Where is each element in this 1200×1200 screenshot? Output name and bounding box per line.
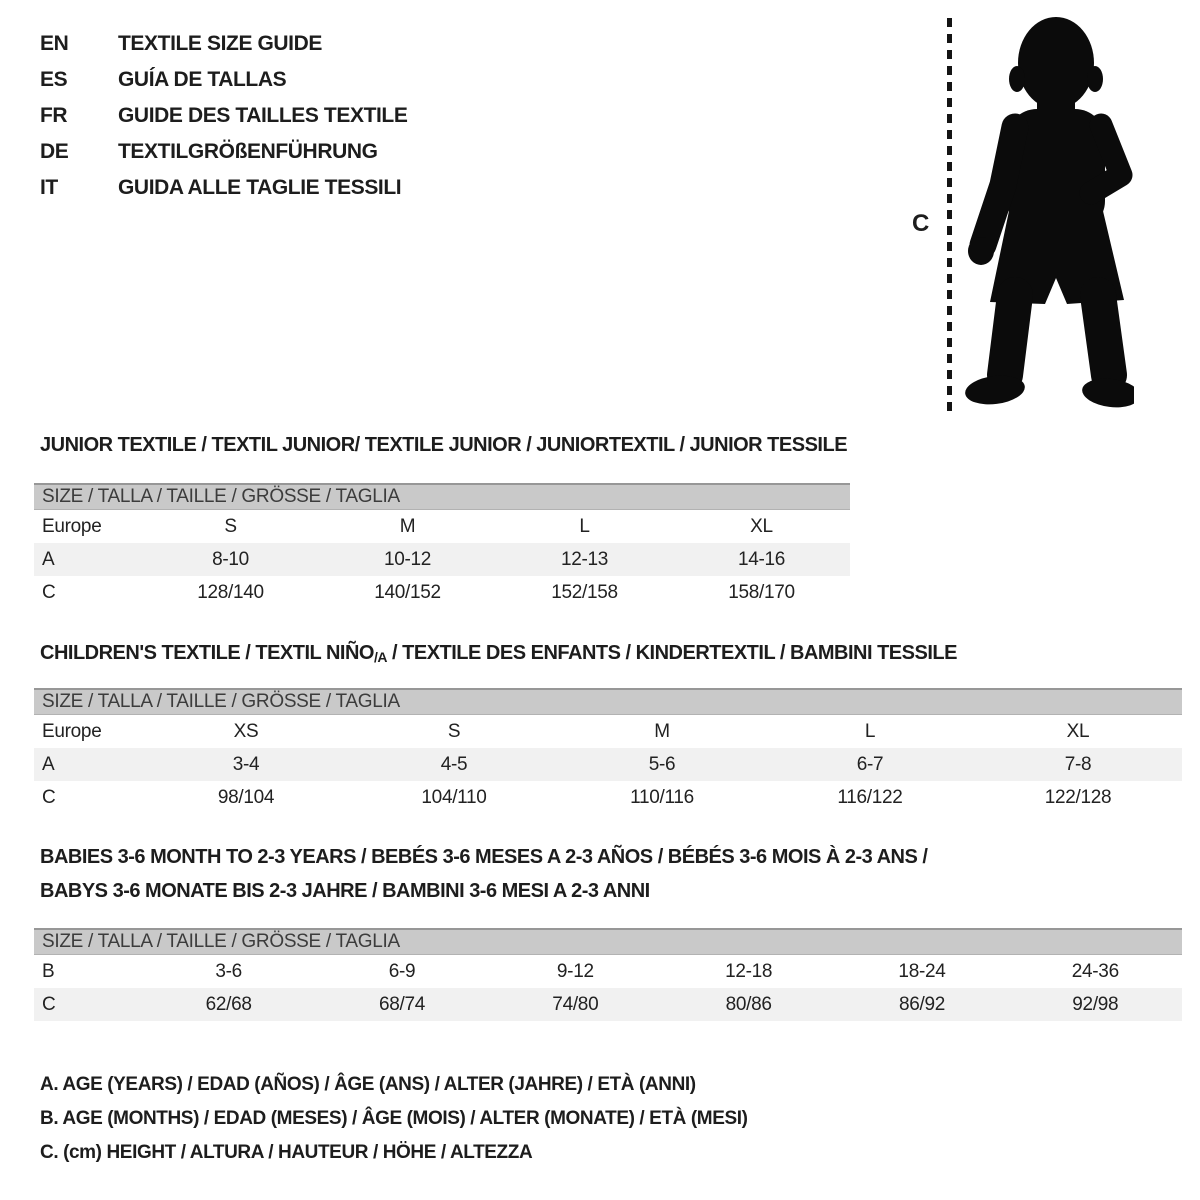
measurement-legend bbox=[40, 1068, 748, 1170]
height-cell: 80/86 bbox=[725, 993, 772, 1015]
age-cell: 10-12 bbox=[383, 548, 432, 570]
children-title-post: / TEXTILE DES ENFANTS / KINDERTEXTIL / BAMBINI TESSILE bbox=[386, 642, 957, 664]
size-cell: S bbox=[447, 720, 461, 742]
age-cell: 5-6 bbox=[648, 753, 676, 775]
height-cell: 110/116 bbox=[630, 786, 694, 808]
language-code: DE bbox=[40, 140, 69, 163]
language-code: EN bbox=[40, 32, 69, 55]
age-cell: 3-4 bbox=[232, 753, 260, 775]
height-cell: 74/80 bbox=[552, 993, 599, 1015]
age-cell: 4-5 bbox=[440, 753, 468, 775]
size-header-text: SIZE / TALLA / TAILLE / GRÖSSE / TAGLIA bbox=[42, 486, 400, 507]
height-dashed-line bbox=[947, 18, 952, 416]
children-title-pre: CHILDREN'S TEXTILE / TEXTIL NIÑO bbox=[40, 642, 374, 664]
language-row-es bbox=[40, 62, 407, 98]
silhouette-head bbox=[1018, 17, 1094, 109]
junior-size-table bbox=[34, 483, 850, 609]
row-label: A bbox=[42, 548, 55, 570]
babies-section-title-line2: BABYS 3-6 MONATE BIS 2-3 JAHRE / BAMBINI 3-6 MESI A 2-3 ANNI bbox=[40, 880, 650, 902]
table-row-months bbox=[34, 955, 1182, 988]
height-cell: 62/68 bbox=[205, 993, 252, 1015]
height-cell: 116/122 bbox=[837, 786, 903, 808]
language-code: FR bbox=[40, 104, 68, 127]
size-header-bar bbox=[34, 928, 1182, 955]
language-title: GUÍA DE TALLAS bbox=[118, 68, 287, 91]
height-cell: 122/128 bbox=[1044, 786, 1112, 808]
age-cell: 12-13 bbox=[560, 548, 609, 570]
size-cell: L bbox=[864, 720, 876, 742]
months-cell: 6-9 bbox=[388, 960, 416, 982]
table-row-age bbox=[34, 748, 1182, 781]
table-row-europe bbox=[34, 715, 1182, 748]
language-code: ES bbox=[40, 68, 68, 91]
height-cell: 104/110 bbox=[421, 786, 487, 808]
size-cell: S bbox=[224, 515, 237, 537]
months-cell: 18-24 bbox=[898, 960, 946, 982]
row-label: B bbox=[42, 960, 55, 982]
babies-table-rows bbox=[34, 955, 1182, 1021]
row-label: C bbox=[42, 993, 56, 1015]
table-row-age bbox=[34, 543, 850, 576]
height-measure-label: C bbox=[912, 210, 930, 237]
language-row-en bbox=[40, 26, 407, 62]
size-header-bar bbox=[34, 483, 850, 510]
months-cell: 12-18 bbox=[725, 960, 773, 982]
size-cell: M bbox=[399, 515, 416, 537]
size-cell: XL bbox=[1066, 720, 1090, 742]
height-cell: 98/104 bbox=[217, 786, 275, 808]
age-cell: 8-10 bbox=[212, 548, 249, 570]
row-label: Europe bbox=[42, 515, 102, 537]
language-row-fr bbox=[40, 98, 407, 134]
table-row-height bbox=[34, 781, 1182, 814]
size-header-bar bbox=[34, 688, 1182, 715]
height-cell: 86/92 bbox=[898, 993, 945, 1015]
size-cell: XL bbox=[750, 515, 773, 537]
language-title: GUIDE DES TAILLES TEXTILE bbox=[118, 104, 408, 127]
table-row-height bbox=[34, 988, 1182, 1021]
age-cell: 7-8 bbox=[1064, 753, 1092, 775]
age-cell: 14-16 bbox=[737, 548, 786, 570]
table-row-height bbox=[34, 576, 850, 609]
months-cell: 3-6 bbox=[215, 960, 242, 982]
age-cell: 6-7 bbox=[856, 753, 884, 775]
language-row-de bbox=[40, 134, 407, 170]
legend-line-c: C. (cm) HEIGHT / ALTURA / HAUTEUR / HÖHE / ALTEZZA bbox=[40, 1142, 533, 1163]
babies-size-table bbox=[34, 928, 1182, 1021]
height-cell: 140/152 bbox=[374, 581, 441, 603]
language-title: TEXTILGRÖßENFÜHRUNG bbox=[118, 140, 378, 163]
junior-table-rows bbox=[34, 510, 850, 609]
size-cell: XS bbox=[233, 720, 259, 742]
size-header-text: SIZE / TALLA / TAILLE / GRÖSSE / TAGLIA bbox=[42, 931, 400, 952]
size-header-text: SIZE / TALLA / TAILLE / GRÖSSE / TAGLIA bbox=[42, 691, 400, 712]
children-section-title bbox=[40, 642, 957, 665]
language-title: TEXTILE SIZE GUIDE bbox=[118, 32, 322, 55]
row-label: Europe bbox=[42, 720, 102, 742]
row-label: A bbox=[42, 753, 55, 775]
months-cell: 24-36 bbox=[1071, 960, 1119, 982]
row-label: C bbox=[42, 786, 56, 808]
language-row-it bbox=[40, 170, 407, 206]
months-cell: 9-12 bbox=[556, 960, 594, 982]
height-cell: 152/158 bbox=[551, 581, 618, 603]
babies-section-title-line1: BABIES 3-6 MONTH TO 2-3 YEARS / BEBÉS 3-6 MESES A 2-3 AÑOS / BÉBÉS 3-6 MOIS À 2-3 ANS / bbox=[40, 846, 928, 868]
height-cell: 158/170 bbox=[728, 581, 795, 603]
children-table-rows bbox=[34, 715, 1182, 814]
children-title-sub: /A bbox=[373, 649, 387, 665]
size-cell: L bbox=[579, 515, 590, 537]
height-cell: 92/98 bbox=[1072, 993, 1119, 1015]
toddler-silhouette-icon bbox=[962, 13, 1134, 417]
children-size-table bbox=[34, 688, 1182, 814]
legend-line-a: A. AGE (YEARS) / EDAD (AÑOS) / ÂGE (ANS) / ALTER (JAHRE) / ETÀ (ANNI) bbox=[40, 1074, 696, 1095]
row-label: C bbox=[42, 581, 56, 603]
junior-section-title: JUNIOR TEXTILE / TEXTIL JUNIOR/ TEXTILE JUNIOR / JUNIORTEXTIL / JUNIOR TESSILE bbox=[40, 434, 848, 456]
height-cell: 128/140 bbox=[197, 581, 264, 603]
table-row-europe bbox=[34, 510, 850, 543]
height-cell: 68/74 bbox=[378, 993, 426, 1015]
legend-line-b: B. AGE (MONTHS) / EDAD (MESES) / ÂGE (MOIS) / ALTER (MONATE) / ETÀ (MESI) bbox=[40, 1108, 748, 1129]
language-title: GUIDA ALLE TAGLIE TESSILI bbox=[118, 176, 402, 199]
size-cell: M bbox=[654, 720, 670, 742]
language-title-list bbox=[40, 26, 407, 206]
language-code: IT bbox=[40, 176, 58, 199]
